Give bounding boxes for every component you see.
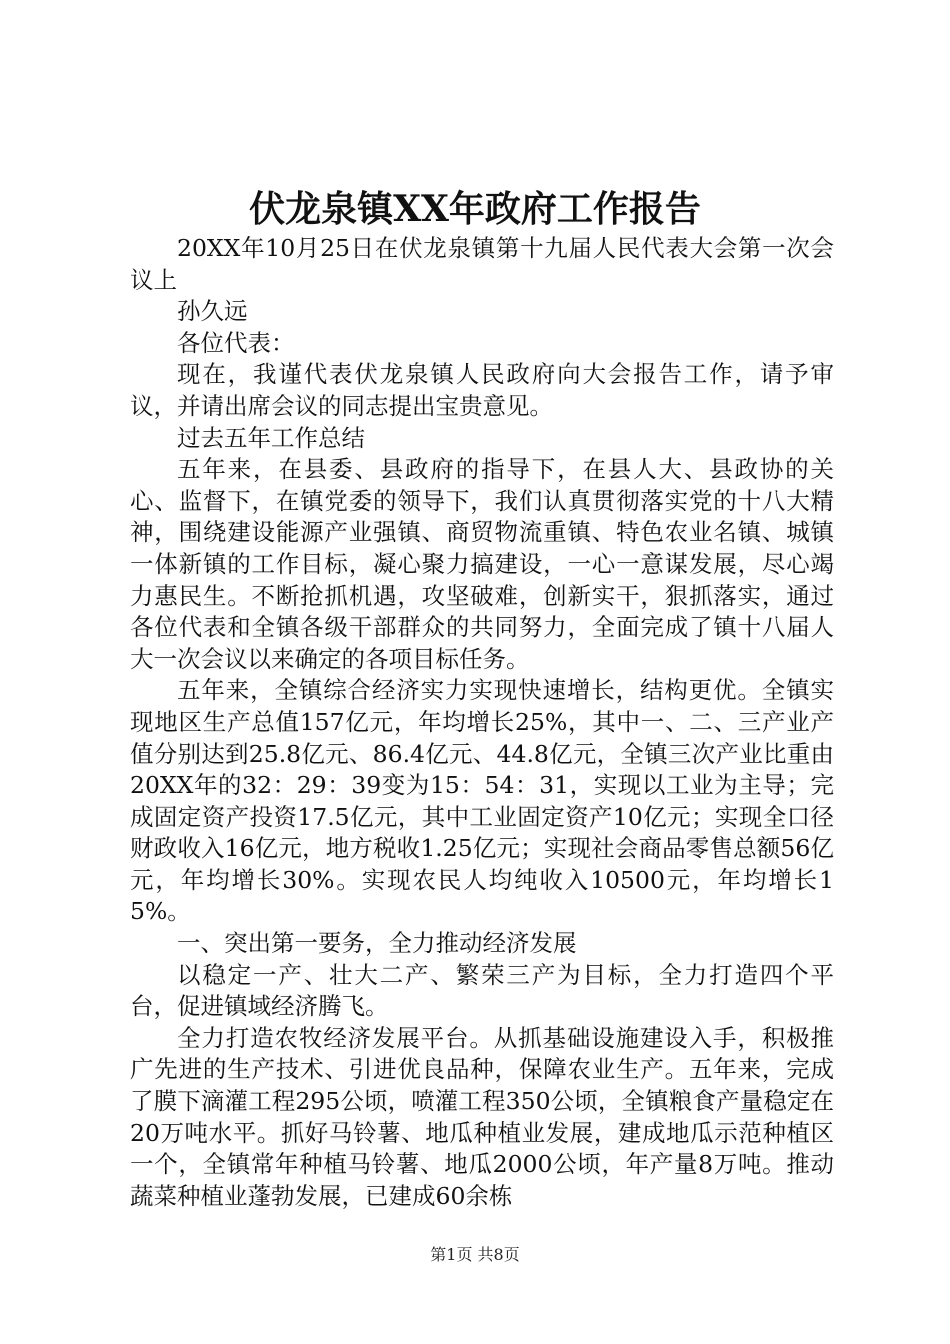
body-paragraph: 五年来，在县委、县政府的指导下，在县人大、县政协的关心、监督下，在镇党委的领导下，我们认真贯彻落实党的十八大精神，围绕建设能源产业强镇、商贸物流重镇、特色农业名镇、城镇一体新镇的工作目标，凝心聚力搞建设，一心一意谋发展，尽心竭力惠民生。不断抢抓机遇，攻坚破难，创新实干，狠抓落实，通过各位代表和全镇各级干部群众的共同努力，全面完成了镇十八届人大一次会议以来确定的各项目标任务。	[130, 455, 834, 673]
speaker-name: 孙久远	[177, 297, 248, 326]
salutation: 各位代表：	[177, 328, 295, 357]
body-paragraph: 五年来，全镇综合经济实力实现快速增长，结构更优。全镇实现地区生产总值157亿元，年均增长25%，其中一、二、三产业产值分别达到25.8亿元、86.4亿元、44.8亿元，全镇三次产业比重由20XX年的32：29：39变为15：54：31，实现以工业为主导；完成固定资产投资17.5亿元，其中工业固定资产10亿元；实现全口径财政收入16亿元，地方税收1.25亿元；实现社会商品零售总额56亿元，年均增长30%。实现农民人均纯收入10500元，年均增长15%。	[130, 676, 834, 926]
document-title: 伏龙泉镇XX年政府工作报告	[249, 188, 701, 230]
body-paragraph: 现在，我谨代表伏龙泉镇人民政府向大会报告工作，请予审议，并请出席会议的同志提出宝贵意见。	[130, 360, 834, 420]
section-heading: 一、突出第一要务，全力推动经济发展	[177, 929, 577, 958]
body-paragraph: 以稳定一产、壮大二产、繁荣三产为目标，全力打造四个平台，促进镇域经济腾飞。	[130, 960, 834, 1021]
body-paragraph: 全力打造农牧经济发展平台。从抓基础设施建设入手，积极推广先进的生产技术、引进优良品种，保障农业生产。五年来，完成了膜下滴灌工程295公顷，喷灌工程350公顷，全镇粮食产量稳定在20万吨水平。抓好马铃薯、地瓜种植业发展，建成地瓜示范种植区一个，全镇常年种植马铃薯、地瓜2000公顷，年产量8万吨。推动蔬菜种植业蓬勃发展，已建成60余栋	[130, 1023, 834, 1210]
page-number: 第1页 共8页	[430, 1245, 520, 1264]
section-heading: 过去五年工作总结	[177, 423, 365, 452]
document-body	[130, 233, 834, 1212]
meeting-subtitle: 20XX年10月25日在伏龙泉镇第十九届人民代表大会第一次会议上	[130, 234, 834, 294]
